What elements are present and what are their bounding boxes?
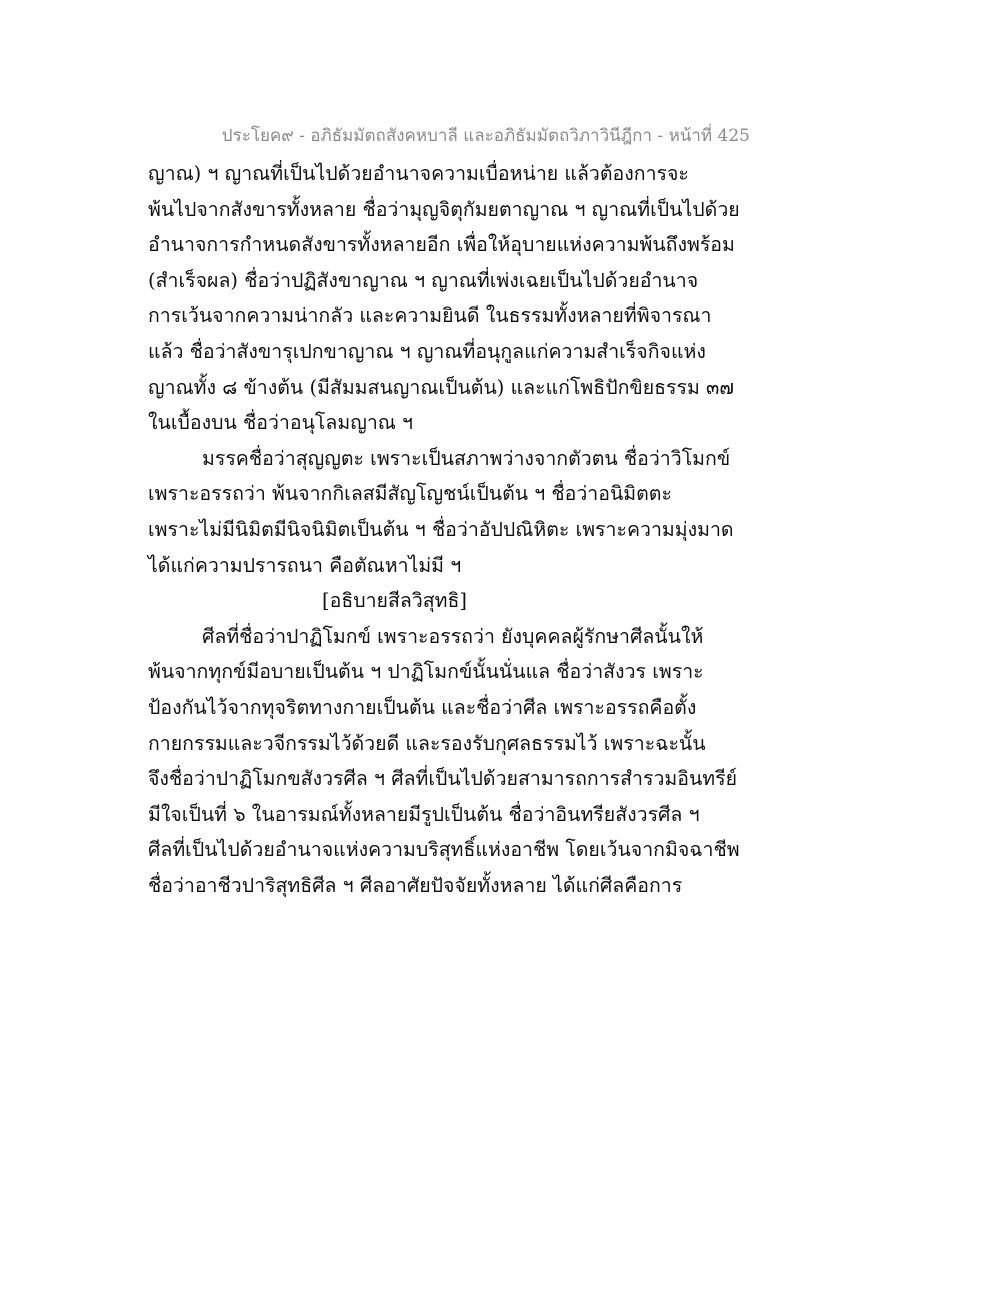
text-line: พ้นจากทุกข์มีอบายเป็นต้น ฯ ปาฏิโมกข์นั้นนั่นแล ชื่อว่าสังวร เพราะ xyxy=(148,660,704,684)
text-line: จึงชื่อว่าปาฏิโมกขสังวรศีล ฯ ศีลที่เป็นไปด้วยสามารถการสำรวมอินทรีย์ xyxy=(148,767,738,791)
text-line: ป้องกันไว้จากทุจริตทางกายเป็นต้น และชื่อว่าศีล เพราะอรรถคือตั้ง xyxy=(148,695,697,719)
text-line: มีใจเป็นที่ ๖ ในอารมณ์ทั้งหลายมีรูปเป็นต้น ชื่อว่าอินทรียสังวรศีล ฯ xyxy=(148,802,700,826)
text-line: เพราะอรรถว่า พ้นจากกิเลสมีสัญโญชน์เป็นต้น ฯ ชื่อว่าอนิมิตตะ xyxy=(148,482,672,506)
text-line: ได้แก่ความปรารถนา คือตัณหาไม่มี ฯ xyxy=(148,553,462,577)
text-line: ศีลที่เป็นไปด้วยอำนาจแห่งความบริสุทธิ์แห่งอาชีพ โดยเว้นจากมิจฉาชีพ xyxy=(148,838,740,862)
text-line: (สำเร็จผล) ชื่อว่าปฏิสังขาญาณ ฯ ญาณที่เพ่งเฉยเป็นไปด้วยอำนาจ xyxy=(148,268,699,292)
section-heading: [อธิบายสีลวิสุทธิ] xyxy=(322,589,468,613)
text-line: ในเบื้องบน ชื่อว่าอนุโลมญาณ ฯ xyxy=(148,411,414,435)
text-line: อำนาจการกำหนดสังขารทั้งหลายอีก เพื่อให้อุบายแห่งความพ้นถึงพร้อม xyxy=(148,233,735,257)
paragraph-start-line: ศีลที่ชื่อว่าปาฏิโมกข์ เพราะอรรถว่า ยังบุคคลผู้รักษาศีลนั้นให้ xyxy=(202,624,704,648)
text-line: พ้นไปจากสังขารทั้งหลาย ชื่อว่ามุญจิตุกัมยตาญาณ ฯ ญาณที่เป็นไปด้วย xyxy=(148,197,740,221)
text-line: กายกรรมและวจีกรรมไว้ด้วยดี และรองรับกุศลธรรมไว้ เพราะฉะนั้น xyxy=(148,731,706,755)
text-line: เพราะไม่มีนิมิตมีนิจนิมิตเป็นต้น ฯ ชื่อว่าอัปปณิหิตะ เพราะความมุ่งมาด xyxy=(148,517,734,541)
text-line: ญาณทั้ง ๘ ข้างต้น (มีสัมมสนญาณเป็นต้น) และแก่โพธิปักขิยธรรม ๓๗ xyxy=(148,375,735,399)
text-line: แล้ว ชื่อว่าสังขารุเปกขาญาณ ฯ ญาณที่อนุกูลแก่ความสำเร็จกิจแห่ง xyxy=(148,339,706,363)
text-line: การเว้นจากความน่ากลัว และความยินดี ในธรรมทั้งหลายที่พิจารณา xyxy=(148,304,712,328)
running-header: ประโยค๙ - อภิธัมมัตถสังคหบาลี และอภิธัมมัตถวิภาวินีฎีกา - หน้าที่ 425 xyxy=(221,126,750,146)
text-line: ชื่อว่าอาชีวปาริสุทธิศีล ฯ ศีลอาศัยปัจจัยทั้งหลาย ได้แก่ศีลคือการ xyxy=(148,873,683,897)
text-line: ญาณ) ฯ ญาณที่เป็นไปด้วยอำนาจความเบื่อหน่าย แล้วต้องการจะ xyxy=(148,162,689,185)
paragraph-start-line: มรรคชื่อว่าสุญญตะ เพราะเป็นสภาพว่างจากตัวตน ชื่อว่าวิโมกข์ xyxy=(202,446,731,470)
body-text xyxy=(148,156,740,903)
